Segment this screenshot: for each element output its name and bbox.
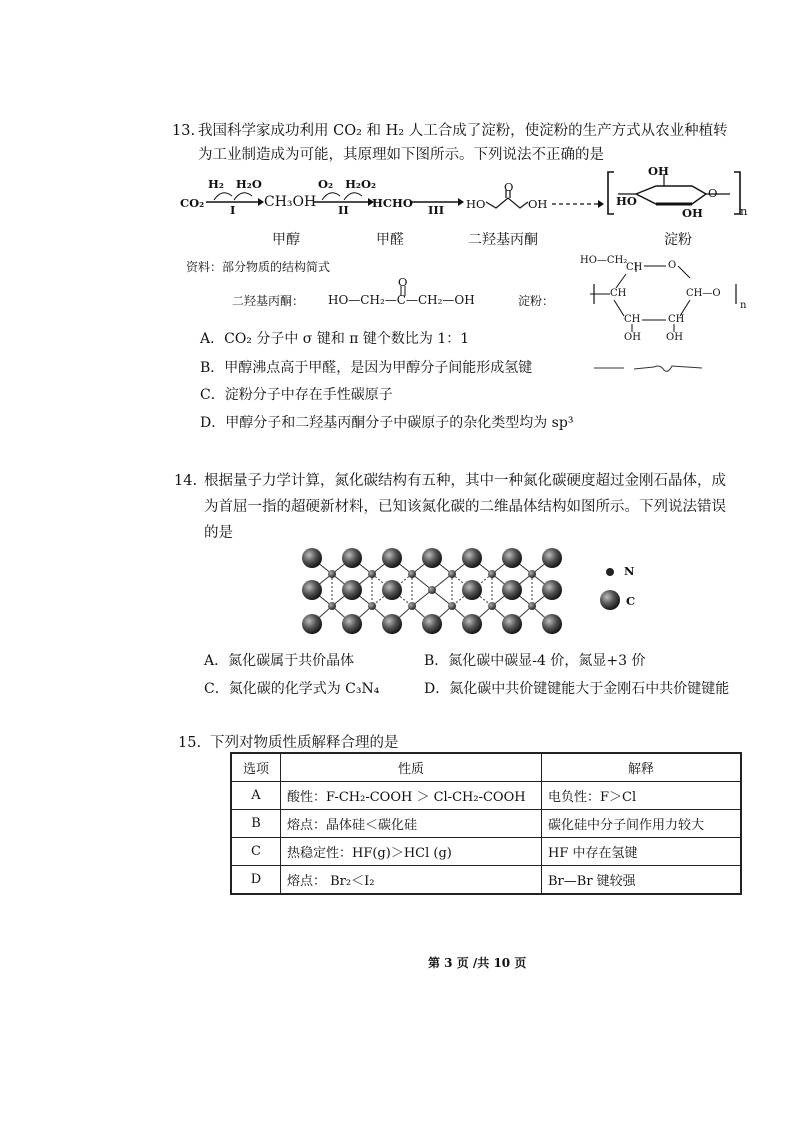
q15-table bbox=[230, 752, 742, 895]
row-c-explanation: HF 中存在氢键 bbox=[542, 838, 742, 866]
starch-c4: CH bbox=[610, 288, 627, 299]
starch-c5: CH bbox=[626, 262, 643, 273]
dashed-arrow bbox=[552, 198, 604, 210]
step1-reagents: H₂ H₂O bbox=[208, 177, 262, 191]
q14-stem-line3: 的是 bbox=[204, 525, 233, 541]
row-d-explanation: Br—Br 键较强 bbox=[542, 866, 742, 895]
starch-oh-top: OH bbox=[648, 164, 669, 178]
legend-c-atom bbox=[598, 588, 622, 612]
name-formaldehyde: 甲醛 bbox=[376, 232, 404, 248]
starch-c2: CH bbox=[668, 314, 685, 325]
header-explanation: 解释 bbox=[542, 753, 742, 782]
q13-option-d: D．甲醇分子和二羟基丙酮分子中碳原子的杂化类型均为 sp³ bbox=[200, 415, 574, 431]
starch-n: n bbox=[740, 204, 748, 218]
starch-ring-o: O bbox=[668, 260, 677, 271]
name-starch: 淀粉 bbox=[664, 232, 692, 248]
legend-n-atom bbox=[604, 566, 616, 578]
dha-formula: HO—CH₂—C—CH₂—OH bbox=[328, 293, 475, 307]
table-header-row bbox=[231, 753, 741, 782]
starch-bridge-o: O bbox=[708, 186, 718, 200]
header-property: 性质 bbox=[281, 753, 542, 782]
q13-option-b: B．甲醇沸点高于甲醛，是因为甲醇分子间能形成氢键 bbox=[200, 360, 533, 376]
legend-n-label: N bbox=[624, 564, 635, 578]
co2-label: CO₂ bbox=[180, 196, 205, 210]
q13-option-c: C．淀粉分子中存在手性碳原子 bbox=[200, 387, 393, 403]
q13-number: 13. bbox=[172, 123, 196, 139]
starch-oh-left: OH bbox=[624, 332, 641, 343]
q14-option-a: A．氮化碳属于共价晶体 bbox=[204, 653, 355, 669]
q14-number: 14. bbox=[174, 473, 198, 489]
legend-c-label: C bbox=[626, 594, 636, 608]
q14-option-b: B．氮化碳中碳显-4 价，氮显+3 价 bbox=[424, 653, 646, 669]
dha-ho: HO bbox=[466, 197, 486, 211]
hcho-label: HCHO bbox=[372, 196, 413, 210]
page-footer: 第 3 页 /共 10 页 bbox=[428, 956, 527, 970]
starch-structure bbox=[580, 250, 750, 350]
row-d-option: D bbox=[231, 866, 281, 895]
row-a-option: A bbox=[231, 782, 281, 810]
carbon-nitride-lattice bbox=[296, 544, 586, 644]
starch-hoch2: HO—CH₂ bbox=[580, 255, 628, 266]
row-b-explanation: 碳化硅中分子间作用力较大 bbox=[542, 810, 742, 838]
name-methanol: 甲醇 bbox=[272, 232, 300, 248]
step3-number: III bbox=[428, 203, 445, 217]
step2-reagents: O₂ H₂O₂ bbox=[318, 177, 377, 191]
q14-stem-line2: 为首屈一指的超硬新材料，已知该氮化碳的二维晶体结构如图所示。下列说法错误 bbox=[204, 499, 726, 515]
scribble-mark bbox=[594, 362, 704, 374]
step2-number: II bbox=[338, 203, 349, 217]
q13-stem-line1: 我国科学家成功利用 CO₂ 和 H₂ 人工合成了淀粉，使淀粉的生产方式从农业种植转 bbox=[198, 123, 728, 139]
row-d-property: 熔点： Br₂＜I₂ bbox=[281, 866, 542, 895]
table-row bbox=[231, 810, 741, 838]
starch-oh-right: OH bbox=[666, 332, 683, 343]
starch-ho: HO bbox=[616, 194, 637, 208]
dha-oh: OH bbox=[528, 197, 548, 211]
row-b-property: 熔点：晶体硅＜碳化硅 bbox=[281, 810, 542, 838]
starch-haworth bbox=[606, 164, 746, 220]
name-dihydroxyacetone: 二羟基丙酮 bbox=[468, 232, 538, 248]
q14-option-c: C．氮化碳的化学式为 C₃N₄ bbox=[204, 681, 380, 697]
row-a-explanation: 电负性：F＞Cl bbox=[542, 782, 742, 810]
step1-number: I bbox=[230, 203, 236, 217]
starch-c1: CH—O bbox=[686, 288, 721, 299]
q14-stem-line1: 根据量子力学计算，氮化碳结构有五种，其中一种氮化碳硬度超过金刚石晶体，成 bbox=[204, 473, 726, 489]
row-c-option: C bbox=[231, 838, 281, 866]
q15-number: 15. bbox=[178, 735, 202, 751]
header-option: 选项 bbox=[231, 753, 281, 782]
q13-reaction-scheme bbox=[0, 0, 794, 260]
q15-stem: 下列对物质性质解释合理的是 bbox=[210, 735, 399, 751]
q13-option-a: A．CO₂ 分子中 σ 键和 π 键个数比为 1：1 bbox=[200, 331, 470, 347]
starch-c3: CH bbox=[624, 314, 641, 325]
row-b-option: B bbox=[231, 810, 281, 838]
starch-oh-bottom: OH bbox=[682, 206, 703, 220]
table-row bbox=[231, 838, 741, 866]
dha-skeleton bbox=[484, 188, 534, 212]
dha-carbonyl-o: O bbox=[504, 180, 514, 194]
table-row bbox=[231, 866, 741, 895]
dha-label: 二羟基丙酮： bbox=[232, 294, 305, 308]
q14-option-d: D．氮化碳中共价键键能大于金刚石中共价键键能 bbox=[424, 681, 730, 697]
starch-label: 淀粉： bbox=[518, 294, 555, 308]
row-c-property: 热稳定性：HF(g)＞HCl (g) bbox=[281, 838, 542, 866]
reference-label: 资料：部分物质的结构简式 bbox=[186, 260, 331, 274]
row-a-property: 酸性：F-CH₂-COOH ＞ Cl-CH₂-COOH bbox=[281, 782, 542, 810]
table-row bbox=[231, 782, 741, 810]
starch-struct-n: n bbox=[740, 300, 747, 311]
ch3oh-label: CH₃OH bbox=[264, 194, 317, 210]
q13-stem-line2: 为工业制造成为可能，其原理如下图所示。下列说法不正确的是 bbox=[198, 147, 604, 163]
dha-formula-o: O bbox=[398, 275, 408, 289]
